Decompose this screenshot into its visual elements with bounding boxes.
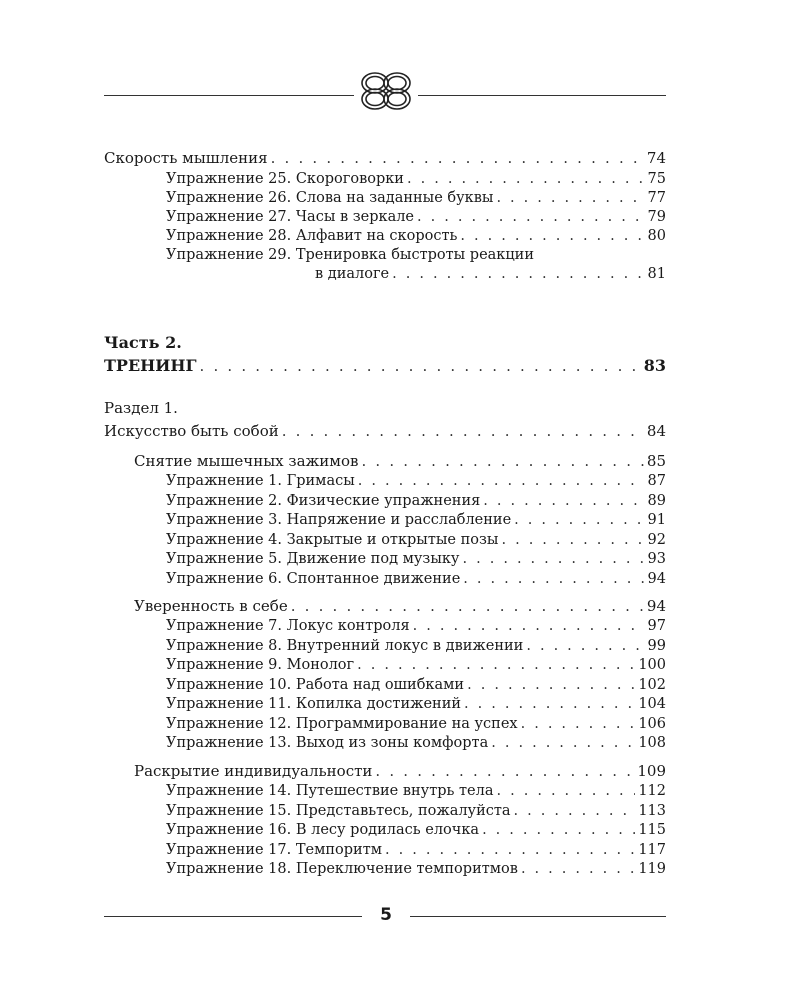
- toc-entry[interactable]: [166, 471, 666, 491]
- toc-leader-dots: [291, 596, 644, 616]
- toc-entry[interactable]: [166, 820, 666, 840]
- toc-entry-title: Упражнение 1. Гримасы: [166, 473, 355, 489]
- toc-entry-title: Упражнение 4. Закрытые и открытые позы: [166, 531, 499, 548]
- toc-entry-page: 81: [647, 266, 666, 282]
- part-heading: Часть 2.: [104, 333, 182, 352]
- page-number: 5: [380, 905, 392, 925]
- toc-entry-title: Упражнение 26. Слова на заданные буквы: [166, 190, 494, 206]
- toc-leader-dots: [467, 675, 635, 695]
- toc-entry-title: Упражнение 18. Переключение темпоритмов: [166, 861, 518, 877]
- toc-entry[interactable]: [166, 207, 666, 227]
- toc-leader-dots: [464, 694, 635, 714]
- toc-entry-page: 75: [647, 171, 666, 187]
- footer-rule-left: [104, 916, 362, 917]
- toc-leader-dots: [514, 801, 636, 821]
- toc-leader-dots: [271, 148, 644, 168]
- toc-entry-title: Скорость мышления: [104, 149, 268, 167]
- toc-leader-dots: [413, 616, 645, 636]
- toc-entry[interactable]: [166, 226, 666, 246]
- toc-leader-dots: [200, 356, 641, 376]
- toc-entry-title: Упражнение 2. Физические упражнения: [166, 492, 481, 509]
- toc-entry-page: 94: [646, 597, 666, 615]
- toc-entry-page: 108: [638, 735, 666, 751]
- toc-leader-dots: [482, 820, 635, 840]
- toc-entry-title: Упражнение 15. Представьтесь, пожалуйста: [166, 802, 511, 819]
- toc-entry-title: Упражнение 8. Внутренний локус в движении: [166, 637, 524, 654]
- toc-entry-title: Упражнение 25. Скороговорки: [166, 171, 404, 187]
- toc-leader-dots: [357, 655, 635, 675]
- toc-entry-title: Упражнение 5. Движение под музыку: [166, 551, 460, 567]
- toc-entry[interactable]: [166, 840, 666, 860]
- toc-entry[interactable]: [104, 148, 666, 168]
- toc-entry-title: Упражнение 3. Напряжение и расслабление: [166, 512, 512, 528]
- toc-leader-dots: [282, 421, 644, 441]
- toc-entry-title: Упражнение 14. Путешествие внутрь тела: [166, 783, 494, 799]
- toc-entry[interactable]: [166, 510, 666, 530]
- toc-entry-title: Упражнение 27. Часы в зеркале: [166, 209, 415, 225]
- footer-rule-right: [410, 916, 666, 917]
- toc-entry[interactable]: [166, 675, 666, 695]
- toc-entry-page: 89: [647, 492, 666, 509]
- toc-entry-page: 80: [647, 228, 666, 244]
- table-of-contents: [104, 0, 666, 1000]
- toc-entry[interactable]: [134, 761, 666, 781]
- toc-entry-title: Упражнение 17. Темпоритм: [166, 841, 383, 858]
- toc-entry[interactable]: [166, 801, 666, 821]
- toc-leader-dots: [521, 714, 636, 734]
- toc-entry[interactable]: [166, 714, 666, 734]
- toc-leader-dots: [462, 549, 644, 569]
- toc-entry-page: 91: [647, 512, 666, 528]
- toc-entry-page: 113: [638, 802, 666, 819]
- toc-entry-page: 119: [638, 861, 666, 877]
- toc-entry-page: 74: [646, 149, 666, 167]
- toc-entry[interactable]: [166, 169, 666, 189]
- toc-entry[interactable]: [166, 549, 666, 569]
- toc-leader-dots: [463, 569, 644, 589]
- toc-entry-page: 77: [647, 190, 666, 206]
- toc-entry[interactable]: [166, 245, 666, 265]
- toc-entry-title: Упражнение 28. Алфавит на скорость: [166, 228, 458, 244]
- toc-entry-page: 115: [638, 822, 666, 838]
- toc-leader-dots: [491, 733, 635, 753]
- toc-entry-page: 117: [638, 841, 666, 858]
- toc-entry-page: 104: [638, 696, 666, 712]
- toc-entry-title: Упражнение 13. Выход из зоны комфорта: [166, 735, 489, 751]
- toc-leader-dots: [496, 188, 644, 208]
- toc-entry[interactable]: [104, 421, 666, 441]
- toc-entry-page: 79: [647, 209, 666, 225]
- toc-entry-title: Упражнение 7. Локус контроля: [166, 618, 410, 634]
- toc-leader-dots: [521, 859, 635, 879]
- toc-entry-title: в диалоге: [315, 266, 390, 282]
- toc-entry[interactable]: [166, 636, 666, 656]
- toc-entry[interactable]: [134, 451, 666, 471]
- toc-entry[interactable]: [166, 694, 666, 714]
- toc-leader-dots: [407, 169, 645, 189]
- toc-entry[interactable]: [104, 356, 666, 376]
- toc-leader-dots: [385, 840, 635, 860]
- toc-leader-dots: [496, 781, 635, 801]
- section-heading: Раздел 1.: [104, 399, 178, 417]
- toc-entry-title: Снятие мышечных зажимов: [134, 452, 359, 470]
- toc-entry-title: Упражнение 29. Тренировка быстроты реакции: [166, 247, 535, 263]
- toc-entry[interactable]: [134, 596, 666, 616]
- toc-entry-page: 99: [647, 637, 666, 654]
- toc-entry[interactable]: [166, 733, 666, 753]
- toc-entry-title: Упражнение 6. Спонтанное движение: [166, 570, 461, 587]
- toc-entry[interactable]: [166, 491, 666, 511]
- toc-entry-page: 94: [647, 570, 666, 587]
- toc-entry-page: 83: [643, 356, 666, 375]
- toc-entry-page: 85: [646, 452, 666, 470]
- toc-entry[interactable]: [166, 616, 666, 636]
- toc-entry-title: Упражнение 10. Работа над ошибками: [166, 676, 465, 693]
- toc-entry-title: ТРЕНИНГ: [104, 356, 197, 375]
- toc-entry[interactable]: [315, 264, 666, 284]
- toc-entry-title: Упражнение 16. В лесу родилась елочка: [166, 822, 480, 838]
- toc-entry-page: 97: [647, 618, 666, 634]
- toc-leader-dots: [514, 510, 644, 530]
- toc-entry[interactable]: [166, 859, 666, 879]
- toc-leader-dots: [375, 761, 634, 781]
- toc-leader-dots: [361, 451, 643, 471]
- toc-entry-page: 93: [647, 551, 666, 567]
- toc-entry-page: 84: [646, 422, 666, 440]
- toc-entry[interactable]: [166, 188, 666, 208]
- toc-entry[interactable]: [166, 530, 666, 550]
- toc-entry-page: 100: [638, 657, 666, 673]
- toc-entry-title: Упражнение 11. Копилка достижений: [166, 696, 462, 712]
- toc-entry-page: 102: [638, 676, 666, 693]
- toc-leader-dots: [501, 530, 644, 550]
- toc-entry-page: 92: [647, 531, 666, 548]
- toc-entry-title: Упражнение 9. Монолог: [166, 657, 355, 673]
- toc-leader-dots: [417, 207, 645, 227]
- toc-entry-title: Искусство быть собой: [104, 422, 279, 440]
- toc-leader-dots: [392, 264, 644, 284]
- toc-entry[interactable]: [166, 569, 666, 589]
- toc-leader-dots: [526, 636, 644, 656]
- toc-leader-dots: [460, 226, 644, 246]
- toc-entry-page: 87: [647, 473, 666, 489]
- toc-leader-dots: [358, 471, 645, 491]
- toc-leader-dots: [483, 491, 644, 511]
- toc-entry-page: 109: [637, 762, 666, 780]
- toc-entry-page: 106: [638, 715, 666, 732]
- toc-entry-page: 112: [638, 783, 666, 799]
- toc-entry-title: Уверенность в себе: [134, 597, 288, 615]
- toc-entry-title: Упражнение 12. Программирование на успех: [166, 715, 518, 732]
- toc-entry[interactable]: [166, 781, 666, 801]
- toc-entry-title: Раскрытие индивидуальности: [134, 762, 373, 780]
- toc-entry[interactable]: [166, 655, 666, 675]
